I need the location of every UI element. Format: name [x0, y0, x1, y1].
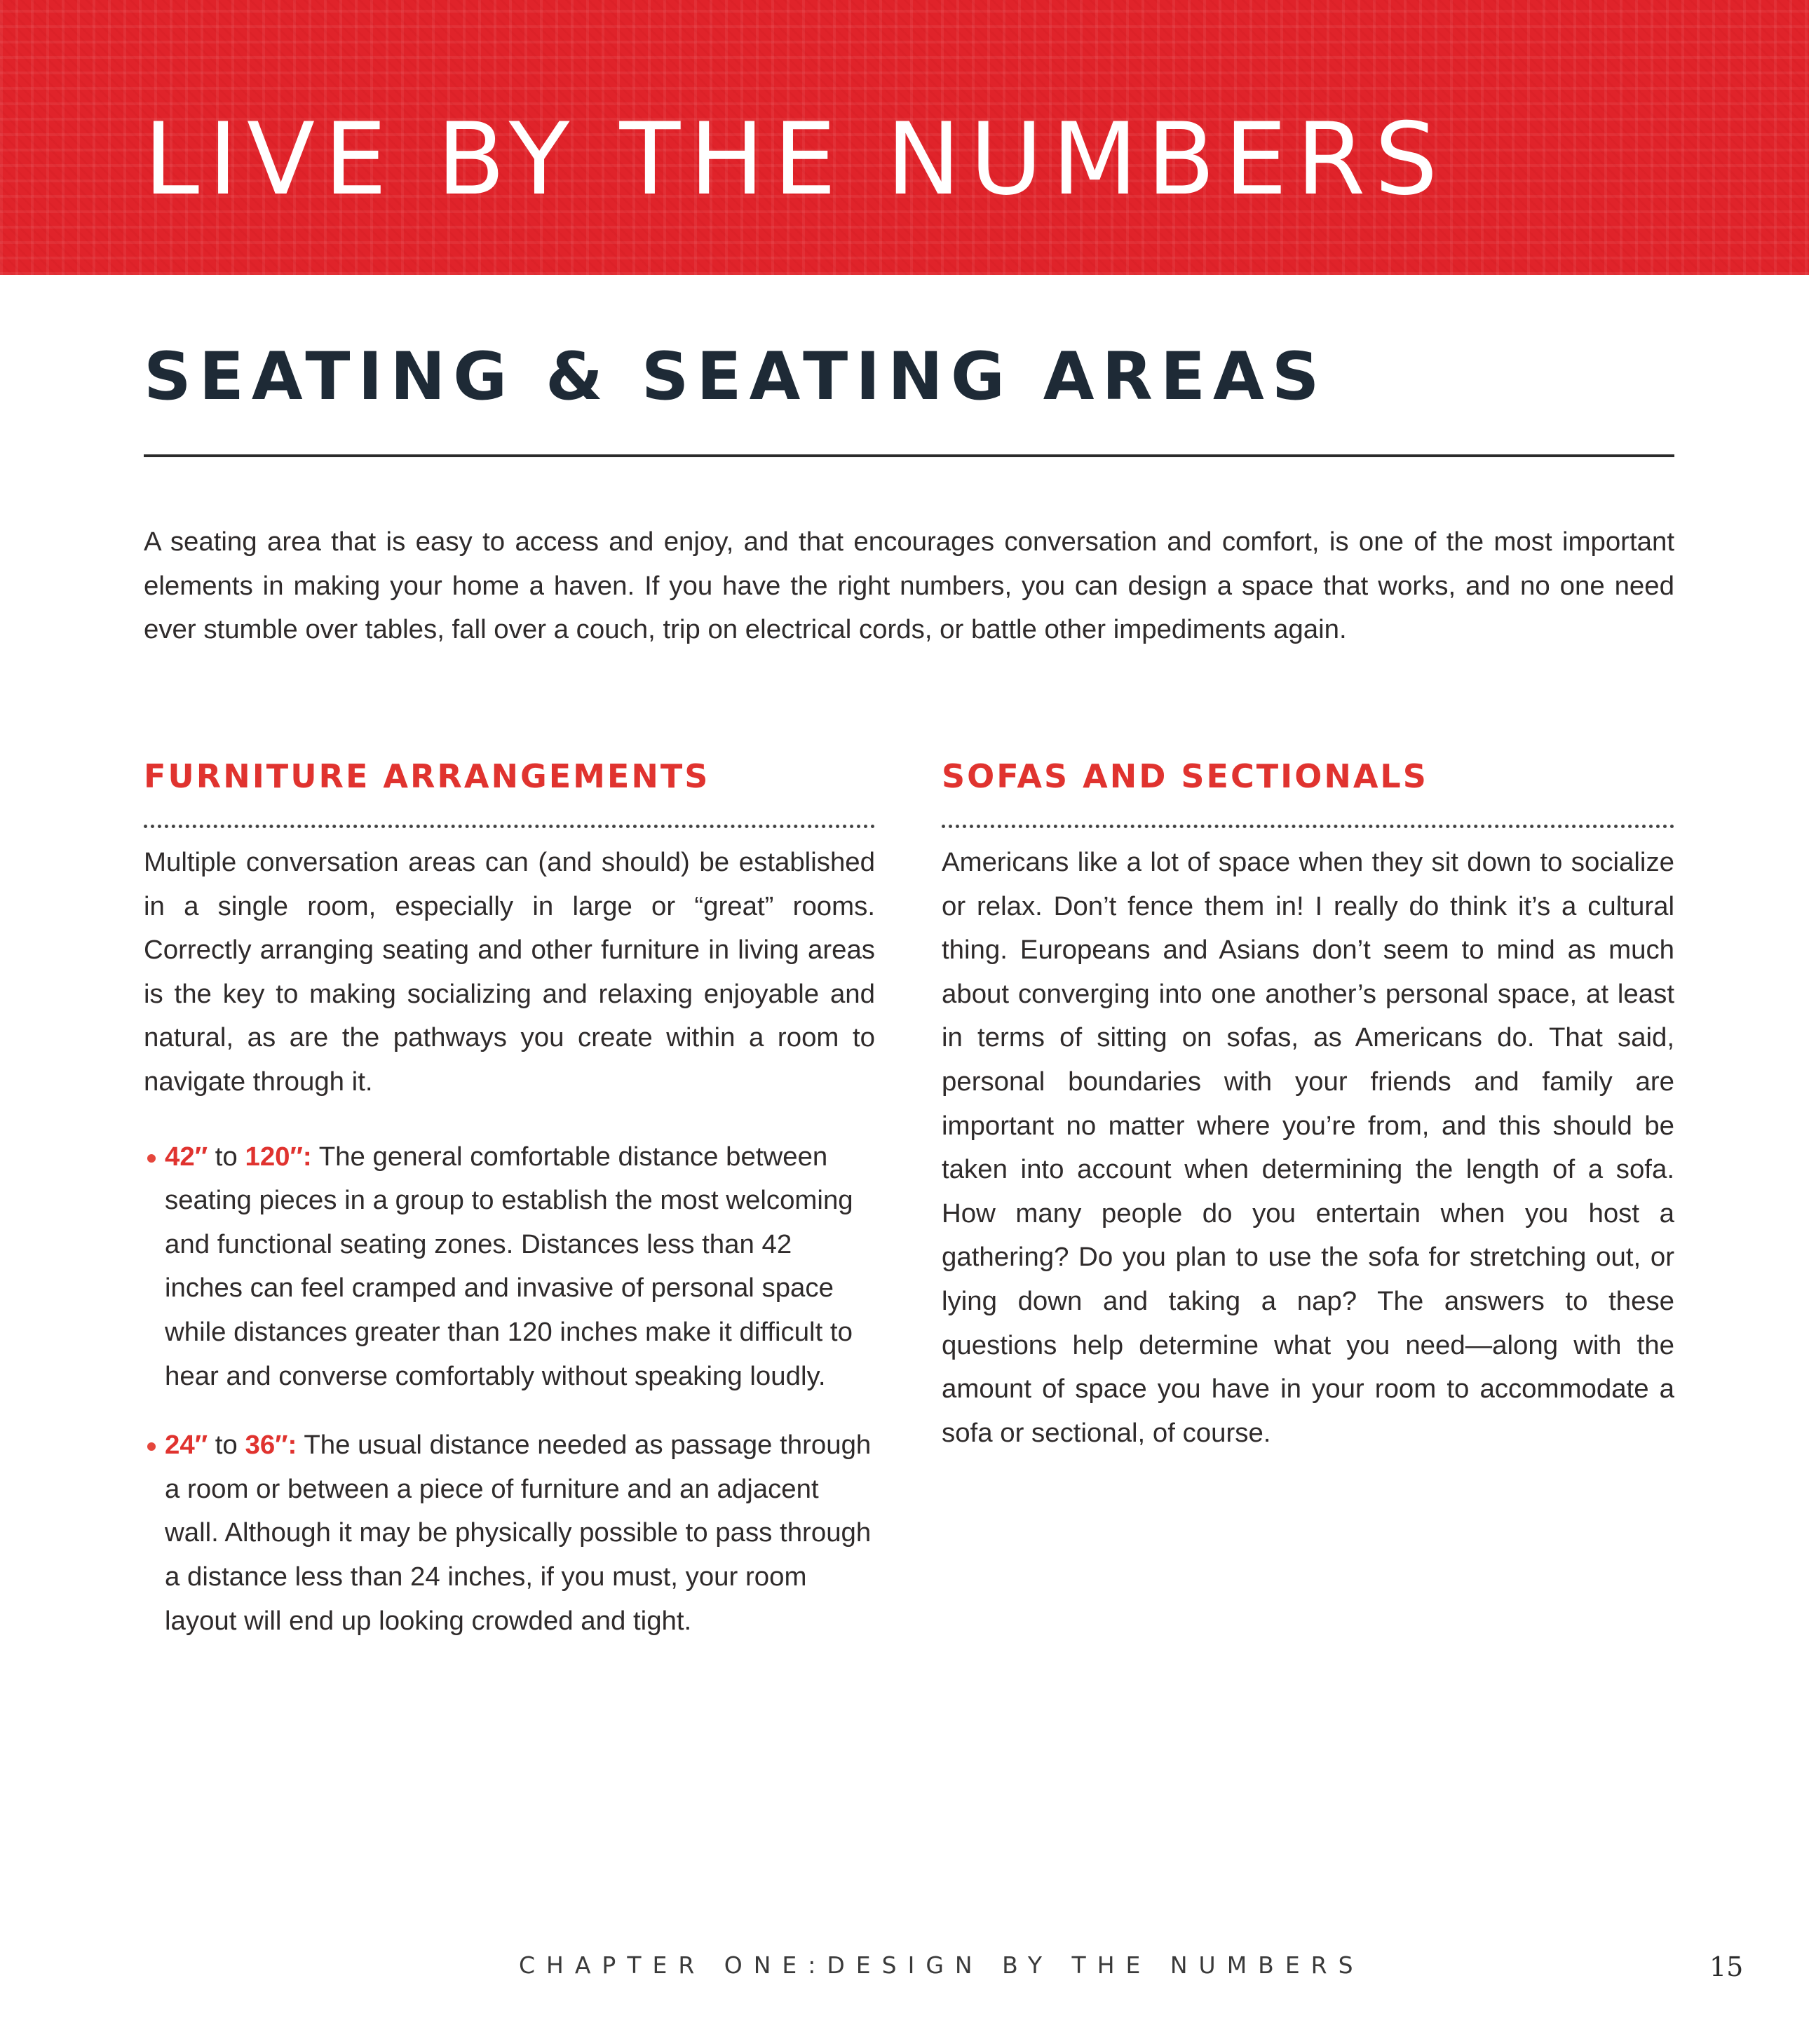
bullet-range-end: 120″:	[245, 1141, 312, 1172]
intro-paragraph: A seating area that is easy to access and enjoy, and that encourages conversation and comfort, is one of the most important elements in making your home a haven. If you have the right numbers, you can design a space that works, and no one need ever stumble over tables, fall over a couch, trip on electrical cords, or battle other impediments again.	[144, 527, 1674, 644]
page-number: 15	[1709, 1951, 1744, 1982]
bullet-range-start: 42″	[165, 1141, 208, 1172]
dotted-divider	[942, 825, 1674, 828]
sofas-sectionals-heading: SOFAS AND SECTIONALS	[942, 757, 1428, 795]
dotted-divider	[144, 825, 875, 828]
bullet-item	[144, 1135, 875, 1399]
bullet-item	[144, 1423, 875, 1643]
bullet-range-end: 36″:	[245, 1430, 297, 1461]
sofas-sectionals-column	[942, 754, 1674, 1455]
bullet-range-start: 24″	[165, 1430, 208, 1461]
bullet-text: The general comfortable distance between seating pieces in a group to establish the most welcoming and functional seating zones. Distances less than 42 inches can feel cramped and invasive of personal space while distances greater than 120 inches make it difficult to hear and converse comfortably without speaking loudly.	[165, 1141, 853, 1391]
bullet-range-to: to	[215, 1430, 238, 1461]
bullet-text: The usual distance needed as passage through a room or between a piece of furniture and an adjacent wall. Although it may be physically possible to pass through a distance less than 24 inches, if you must, your room layout will end up looking crowded and tight.	[165, 1430, 872, 1636]
header-banner	[0, 0, 1809, 275]
banner-title: LIVE BY THE NUMBERS	[144, 102, 1447, 217]
furniture-arrangements-column	[144, 754, 875, 1643]
footer-chapter-title: CHAPTER ONE:DESIGN BY THE NUMBERS	[519, 1951, 1364, 1979]
bullet-range-to: to	[215, 1141, 238, 1172]
furniture-arrangements-heading: FURNITURE ARRANGEMENTS	[144, 757, 710, 795]
furniture-arrangements-paragraph: Multiple conversation areas can (and should) be established in a single room, especially in large or “great” rooms. Correctly arranging seating and other furniture in living areas is the key to making socializing and relaxing enjoyable and natural, as are the pathways you create within a room to navigate through it.	[144, 847, 875, 1097]
bullet-dot-icon	[147, 1442, 156, 1451]
section-divider	[144, 454, 1674, 457]
bullet-dot-icon	[147, 1154, 156, 1163]
section-title: SEATING & SEATING AREAS	[144, 339, 1327, 415]
sofas-sectionals-paragraph: Americans like a lot of space when they sit down to socialize or relax. Don’t fence them in! I really do think it’s a cultural thing. Europeans and Asians don’t seem to mind as much about converging into one another’s personal space, at least in terms of sitting on sofas, as Americans do. That said, personal boundaries with your friends and family are important no matter where you’re from, and this should be taken into account when determining the length of a sofa. How many people do you entertain when you host a gathering? Do you plan to use the sofa for stretching out, or lying down and taking a nap? The answers to these questions help determine what you need—along with the amount of space you have in your room to accommodate a sofa or sectional, of course.	[942, 847, 1674, 1448]
